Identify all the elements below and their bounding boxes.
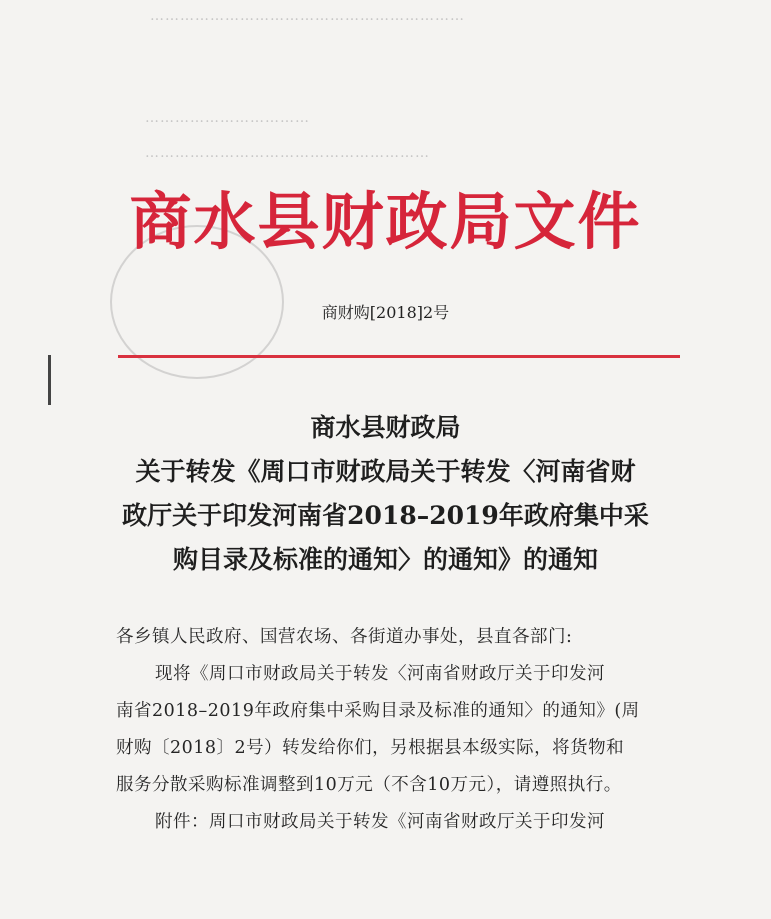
notice-title-line: 购目录及标准的通知〉的通知》的通知 <box>172 545 598 574</box>
notice-title-line: 商水县财政局 <box>310 413 461 442</box>
body-text-line: 服务分散采购标准调整到10万元（不含10万元），请遵照执行。 <box>116 775 622 795</box>
body-text-line: 南省2018–2019年政府集中采购目录及标准的通知〉的通知》(周 <box>116 701 640 721</box>
addressee-line: 各乡镇人民政府、国营农场、各街道办事处，县直各部门: <box>116 627 573 647</box>
issuer-title: 商水县财政局文件 <box>129 185 642 258</box>
notice-title-line: 关于转发《周口市财政局关于转发〈河南省财 <box>135 457 636 486</box>
margin-mark <box>48 355 51 405</box>
bleed-through-text: ……………………………………………………… <box>150 8 465 24</box>
notice-title-line: 政厅关于印发河南省2018–2019年政府集中采 <box>122 501 649 530</box>
attachment-line: 附件：周口市财政局关于转发《河南省财政厅关于印发河 <box>155 812 605 832</box>
bleed-through-text: …………………………… <box>145 110 310 126</box>
red-divider <box>118 355 680 358</box>
body-text-line: 财购〔2018〕2号）转发给你们，另根据县本级实际，将货物和 <box>116 738 625 758</box>
bleed-through-text: ………………………………………………… <box>145 145 430 161</box>
body-text-line: 现将《周口市财政局关于转发〈河南省财政厅关于印发河 <box>155 664 605 684</box>
document-number: 商财购[2018]2号 <box>321 303 450 322</box>
